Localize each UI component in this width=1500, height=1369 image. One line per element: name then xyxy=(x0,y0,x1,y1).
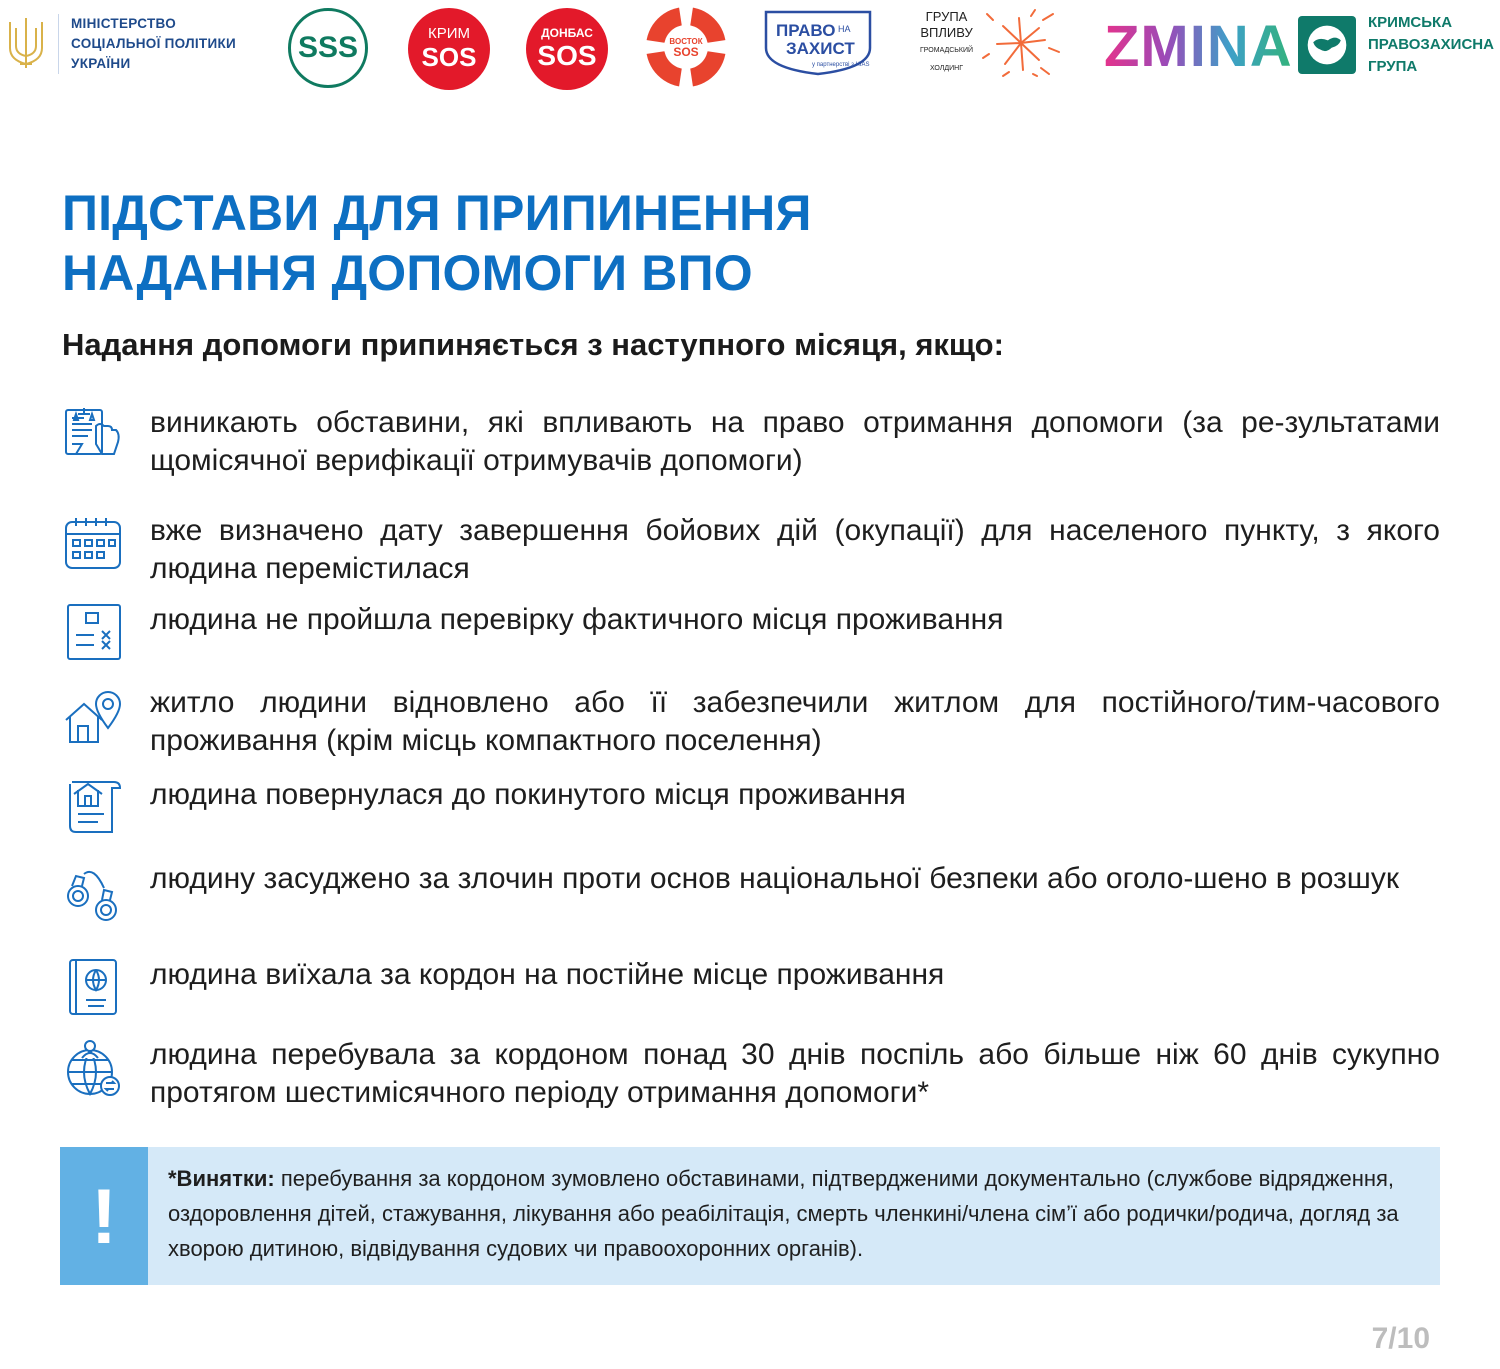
ministry-line-1: МІНІСТЕРСТВО xyxy=(71,16,177,31)
item-text: виникають обставини, які впливають на право отримання допомоги (за ре-зультатами щомісячної верифікації отримувачів допомоги) xyxy=(150,406,1440,477)
khpg-line2: ПРАВОЗАХИСНА xyxy=(1368,36,1494,53)
exceptions-note xyxy=(60,1147,1440,1285)
note-body: перебування за кордоном зумовлено обставинами, підтвердженими документально (службове відрядження, оздоровлення дітей, стажування, лікування або реабілітація, смерть членкині/члена сім’ї або родички/родича, догляд за хворою дитиною, відвідування судових чи правоохоронних органів). xyxy=(168,1166,1399,1261)
ministry-line-2: СОЦІАЛЬНОЇ ПОЛІТИКИ xyxy=(71,36,237,51)
note-text xyxy=(168,1161,1426,1266)
grupa-small1: ГРОМАДСЬКИЙ xyxy=(920,47,974,54)
item-text: людина перебувала за кордоном понад 30 днів поспіль або більше ніж 60 днів сукупно протягом шестимісячного періоду отримання допомоги* xyxy=(150,1038,1440,1109)
exclamation-icon xyxy=(60,1147,148,1285)
krym-sos-line1: КРИМ xyxy=(427,25,471,42)
globe-person-icon xyxy=(62,1036,124,1098)
title-line-1: ПІДСТАВИ ДЛЯ ПРИПИНЕННЯ xyxy=(62,185,812,241)
page-number: 7/10 xyxy=(1371,1322,1430,1355)
pravo-na-zakhyst-logo xyxy=(762,10,892,76)
sss-logo xyxy=(288,8,368,88)
house-location-icon xyxy=(62,684,124,746)
grupa-vplyvu-logo xyxy=(920,8,1063,78)
zmina-text: ZMINA xyxy=(1104,14,1293,79)
shield-logo-icon xyxy=(762,10,892,76)
item-text: людина не пройшла перевірку фактичного місця проживання xyxy=(150,603,1004,636)
trident-icon xyxy=(4,14,48,72)
pravo-na: НА xyxy=(838,24,851,34)
khpg-logo xyxy=(1298,12,1494,78)
exclamation-mark: ! xyxy=(91,1171,117,1260)
pravo-line2: ЗАХИСТ xyxy=(786,39,855,58)
donbas-sos-line1: ДОНБАС xyxy=(541,26,593,40)
checklist-icon xyxy=(62,601,124,663)
arrows-burst-icon xyxy=(979,8,1063,78)
khpg-name xyxy=(1368,12,1494,78)
donbas-sos-line2: SOS xyxy=(537,40,597,71)
grupa-line1: ГРУПА xyxy=(925,9,968,24)
item-text: житло людини відновлено або її забезпечили житлом для постійного/тим-часового проживання (крім місць компактного поселення) xyxy=(150,686,1440,757)
ministry-logo xyxy=(4,14,236,74)
item-text: людину засуджено за злочин проти основ національної безпеки або оголо-шено в розшук xyxy=(150,862,1399,895)
khpg-line1: КРИМСЬКА xyxy=(1368,14,1453,31)
grupa-line2: ВПЛИВУ xyxy=(920,25,973,40)
item-text: людина виїхала за кордон на постійне місце проживання xyxy=(150,958,945,991)
page-title xyxy=(62,183,812,303)
crimea-map-icon xyxy=(1304,22,1350,68)
pravo-line1: ПРАВО xyxy=(776,21,836,40)
sss-logo-text: SSS xyxy=(297,31,359,64)
krym-sos-logo xyxy=(408,8,490,90)
note-label: *Винятки: xyxy=(168,1166,275,1191)
khpg-emblem xyxy=(1298,16,1356,74)
document-justice-icon xyxy=(62,404,124,466)
calendar-icon xyxy=(62,512,124,574)
vostok-sos-line1: ВОСТОК xyxy=(669,37,703,46)
ministry-line-3: УКРАЇНИ xyxy=(71,56,131,71)
krym-sos-line2: SOS xyxy=(421,42,477,72)
ministry-name xyxy=(58,14,236,74)
vostok-sos-logo xyxy=(643,4,729,90)
vostok-sos-line2: SOS xyxy=(673,45,699,59)
grupa-text xyxy=(920,9,973,77)
pravo-small: у партнерстві з HIAS xyxy=(812,62,870,68)
donbas-sos-logo xyxy=(526,8,608,90)
khpg-line3: ГРУПА xyxy=(1368,58,1418,75)
grupa-small2: ХОЛДИНГ xyxy=(930,65,964,72)
property-document-icon xyxy=(62,776,124,838)
partner-logos xyxy=(0,0,1500,100)
handcuffs-icon xyxy=(62,860,124,922)
passport-icon xyxy=(62,956,124,1018)
item-text: вже визначено дату завершення бойових дій (окупації) для населеного пункту, з якого людина перемістилася xyxy=(150,514,1440,585)
zmina-logo xyxy=(1104,14,1293,79)
lifebuoy-icon xyxy=(643,4,729,90)
title-line-2: НАДАННЯ ДОПОМОГИ ВПО xyxy=(62,245,753,301)
item-text: людина повернулася до покинутого місця проживання xyxy=(150,778,906,811)
section-subtitle: Надання допомоги припиняється з наступного місяця, якщо: xyxy=(62,327,1004,362)
